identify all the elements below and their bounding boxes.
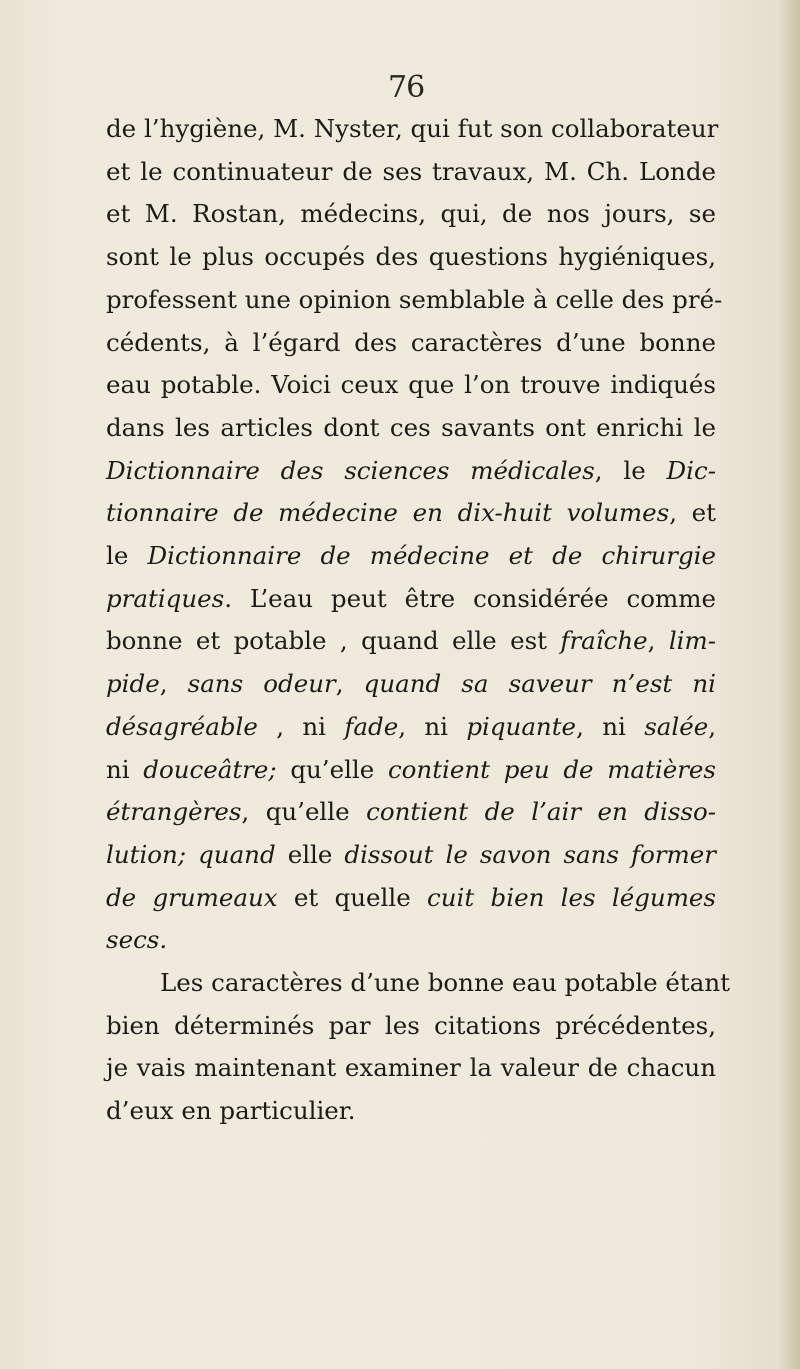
- text-line: Les caractères d’une bonne eau potable étant: [160, 968, 730, 998]
- italic-text: lim-: [668, 626, 716, 656]
- paragraph-1: [106, 108, 723, 962]
- italic-text: fraîche: [560, 626, 648, 656]
- italic-text: dissout le savon sans former: [344, 839, 716, 869]
- text-line: [106, 535, 716, 578]
- roman-text: le: [106, 541, 148, 571]
- italic-text: de grumeaux: [106, 882, 278, 912]
- italic-text: piquante: [466, 711, 577, 741]
- italic-text: Dic-: [666, 455, 716, 485]
- text-line: [106, 706, 716, 749]
- italic-text: tionnaire de médecine en dix-huit volumes: [106, 498, 670, 528]
- body-text: [106, 108, 730, 1133]
- text-line: dans les articles dont ces savants ont enrichi le: [106, 412, 716, 442]
- text-line: cédents, à l’égard des caractères d’une bonne: [106, 327, 716, 357]
- italic-text: Dictionnaire des sciences médicales: [106, 455, 595, 485]
- italic-text: Dictionnaire de médecine et de chirurgie: [147, 541, 717, 571]
- text-line: [106, 620, 716, 663]
- text-line: [106, 791, 716, 834]
- italic-text: désagréable: [106, 711, 258, 741]
- italic-text: étrangères: [106, 797, 242, 827]
- italic-text: pratiques: [106, 583, 225, 613]
- italic-text: quand sa saveur n’est ni: [363, 669, 716, 699]
- text-line: eau potable. Voici ceux que l’on trouve indiqués: [106, 370, 716, 400]
- italic-text: douceâtre;: [143, 754, 277, 784]
- italic-text: contient peu de matières: [387, 754, 716, 784]
- text-line: sont le plus occupés des questions hygiéniques,: [106, 242, 716, 272]
- roman-text: ,: [335, 669, 364, 699]
- roman-text: , et: [669, 498, 716, 528]
- italic-text: pide: [106, 669, 160, 699]
- italic-text: lution; quand: [106, 839, 276, 869]
- italic-text: fade: [344, 711, 399, 741]
- page-number: 76: [388, 70, 425, 105]
- roman-text: . L’eau peut être considérée comme: [224, 583, 716, 613]
- text-line: [106, 450, 716, 493]
- text-line: de l’hygiène, M. Nyster, qui fut son collaborateur: [106, 114, 719, 143]
- text-line: [106, 877, 716, 920]
- text-line: professent une opinion semblable à celle des pré-: [106, 284, 723, 314]
- italic-text: contient de l’air en disso-: [366, 797, 716, 827]
- text-line: [106, 919, 716, 962]
- text-line: [106, 834, 716, 877]
- roman-text: ni: [106, 754, 144, 784]
- roman-text: , le: [594, 455, 667, 485]
- italic-text: sans odeur: [187, 669, 336, 699]
- paragraph-2: [106, 962, 730, 1133]
- text-line: et M. Rostan, médecins, qui, de nos jours, se: [106, 199, 716, 229]
- italic-text: cuit bien les légumes: [427, 882, 716, 912]
- roman-text: , qu’elle: [241, 797, 367, 827]
- roman-text: ,: [159, 669, 188, 699]
- roman-text: ,: [647, 626, 669, 656]
- text-line: [106, 492, 716, 535]
- roman-text: qu’elle: [276, 754, 388, 784]
- roman-text: elle: [275, 839, 345, 869]
- page-edge-shadow: [778, 0, 800, 1369]
- text-line: je vais maintenant examiner la valeur de chacun: [106, 1053, 716, 1083]
- text-line: [106, 749, 716, 792]
- roman-text: ,: [708, 711, 716, 741]
- text-line: [106, 578, 716, 621]
- text-line: [106, 663, 716, 706]
- italic-text: salée: [644, 711, 709, 741]
- text-line: et le continuateur de ses travaux, M. Ch. Londe: [106, 156, 716, 186]
- text-line: d’eux en particulier.: [106, 1096, 356, 1126]
- text-line: bien déterminés par les citations précédentes,: [106, 1010, 716, 1040]
- italic-text: secs.: [106, 925, 168, 955]
- roman-text: , ni: [398, 711, 467, 741]
- roman-text: , ni: [576, 711, 645, 741]
- roman-text: , ni: [257, 711, 345, 741]
- roman-text: bonne et potable , quand elle est: [106, 626, 561, 656]
- roman-text: et quelle: [277, 882, 428, 912]
